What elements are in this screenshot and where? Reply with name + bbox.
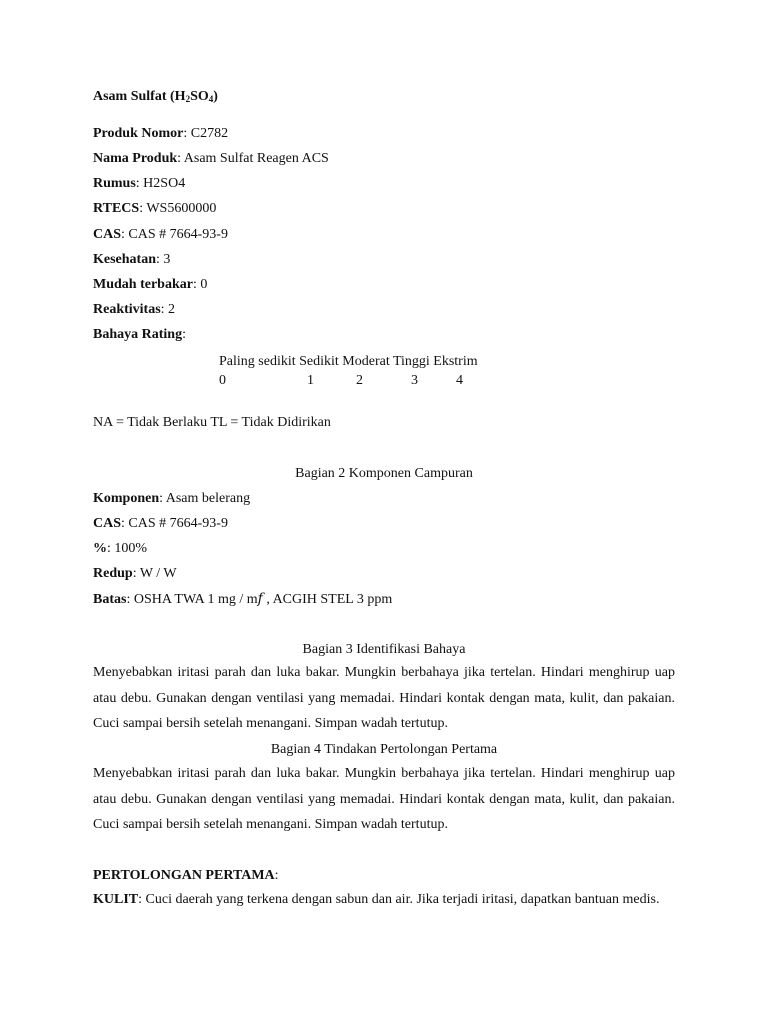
- field-cas-2: CAS: CAS # 7664-93-9: [93, 516, 228, 531]
- field-rtecs: RTECS: WS5600000: [93, 201, 217, 216]
- field-produk-nomor: Produk Nomor: C2782: [93, 126, 229, 141]
- field-rumus: Rumus: H2SO4: [93, 176, 186, 191]
- field-bahaya-rating: Bahaya Rating:: [93, 327, 186, 342]
- first-aid-skin: KULIT: Cuci daerah yang terkena dengan sabun dan air. Jika terjadi iritasi, dapatkan bantuan medis.: [93, 892, 660, 907]
- field-batas: Batas: OSHA TWA 1 mg / m𝑓 , ACGIH STEL 3 ppm: [93, 592, 393, 607]
- rating-number-1: 1: [307, 373, 314, 388]
- field-mudah-terbakar: Mudah terbakar: 0: [93, 277, 208, 292]
- section-4-heading: Bagian 4 Tindakan Pertolongan Pertama: [270, 742, 498, 757]
- rating-number-4: 4: [456, 373, 463, 388]
- field-persen: %: 100%: [93, 541, 148, 556]
- section-3-heading: Bagian 3 Identifikasi Bahaya: [302, 642, 466, 657]
- document-title: Asam Sulfat $(H_2SO_4)$: [93, 89, 218, 104]
- first-aid-heading: PERTOLONGAN PERTAMA:: [93, 868, 279, 883]
- abbreviation-note: NA = Tidak Berlaku TL = Tidak Didirikan: [93, 415, 331, 430]
- field-redup: Redup: W / W: [93, 566, 177, 581]
- field-cas: CAS: CAS # 7664-93-9: [93, 227, 228, 242]
- rating-number-2: 2: [356, 373, 363, 388]
- field-komponen: Komponen: Asam belerang: [93, 491, 251, 506]
- field-nama-produk: Nama Produk: Asam Sulfat Reagen ACS: [93, 151, 329, 166]
- rating-number-0: 0: [219, 373, 226, 388]
- section-4-text: Menyebabkan iritasi parah dan luka bakar. Mungkin berbahaya jika tertelan. Hindari menghirup uap atau debu. Gunakan dengan ventilasi yang memadai. Hindari kontak dengan mata, kulit, dan pakaian. Cuci sampai bersih setelah menangani. Simpan wadah tertutup.: [93, 766, 675, 832]
- rating-scale-labels: Paling sedikit Sedikit Moderat Tinggi Ekstrim: [219, 354, 478, 369]
- rating-number-3: 3: [411, 373, 418, 388]
- field-reaktivitas: Reaktivitas: 2: [93, 302, 176, 317]
- section-2-heading: Bagian 2 Komponen Campuran: [295, 466, 473, 481]
- field-kesehatan: Kesehatan: 3: [93, 252, 171, 267]
- section-3-text: Menyebabkan iritasi parah dan luka bakar. Mungkin berbahaya jika tertelan. Hindari menghirup uap atau debu. Gunakan dengan ventilasi yang memadai. Hindari kontak dengan mata, kulit, dan pakaian. Cuci sampai bersih setelah menangani. Simpan wadah tertutup.: [93, 665, 675, 731]
